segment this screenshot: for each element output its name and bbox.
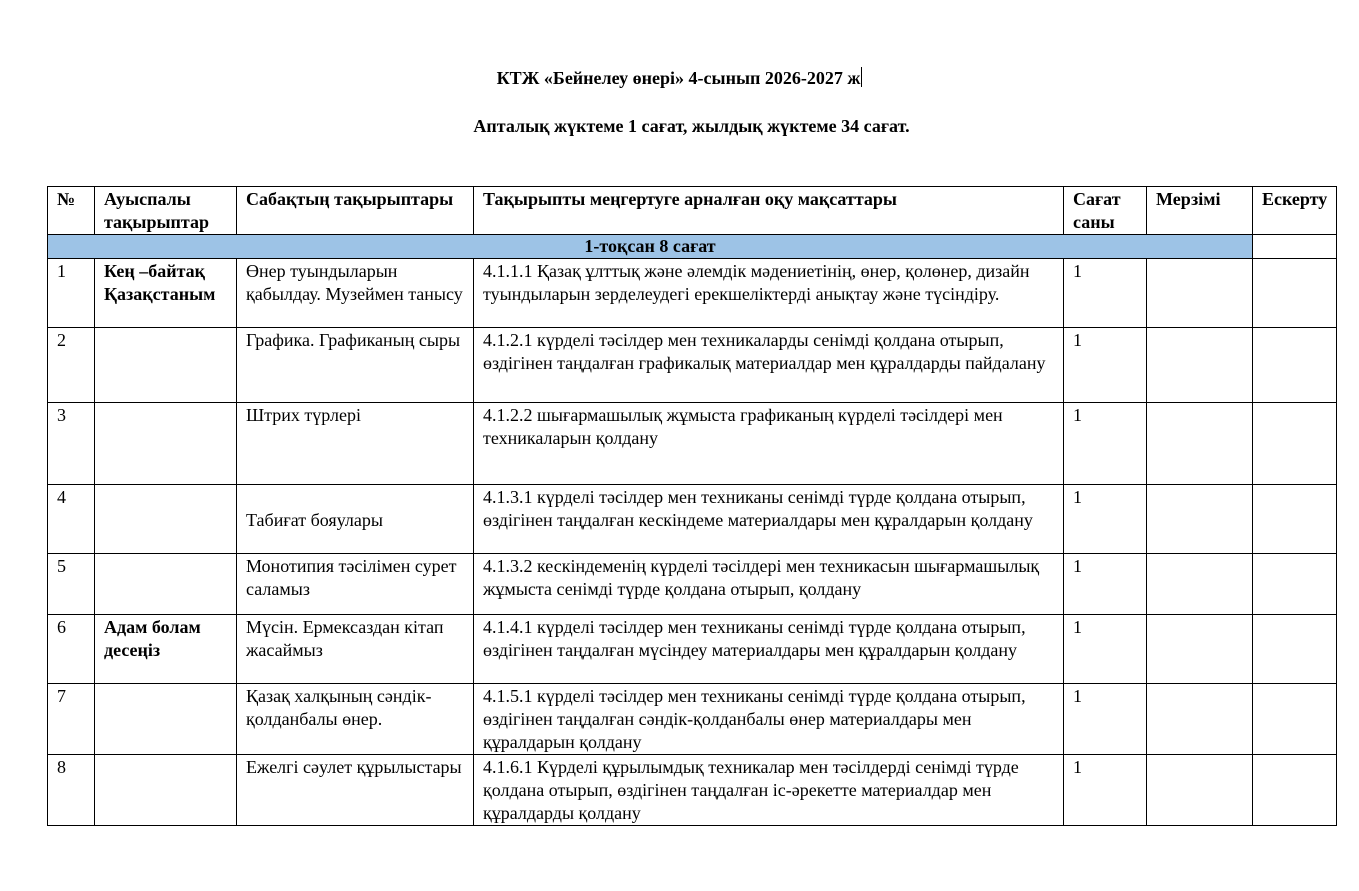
row-note[interactable] bbox=[1253, 259, 1337, 328]
document-title-text: КТЖ «Бейнелеу өнері» 4-сынып 2026-2027 ж bbox=[496, 68, 861, 88]
quarter-label: 1-тоқсан 8 сағат bbox=[48, 235, 1253, 259]
row-hours: 1 bbox=[1064, 615, 1147, 684]
row-date[interactable] bbox=[1147, 485, 1253, 554]
table-row bbox=[48, 615, 1337, 684]
header-date: Мерзімі bbox=[1147, 187, 1253, 235]
quarter-empty-cell bbox=[1253, 235, 1337, 259]
row-date[interactable] bbox=[1147, 615, 1253, 684]
header-lesson: Сабақтың тақырыптары bbox=[237, 187, 474, 235]
row-hours: 1 bbox=[1064, 328, 1147, 403]
plan-table bbox=[47, 186, 1337, 826]
document-subtitle: Апталық жүктеме 1 сағат, жылдық жүктеме 34 сағат. bbox=[473, 116, 910, 136]
row-note[interactable] bbox=[1253, 615, 1337, 684]
row-lesson: Мүсін. Ермексаздан кітап жасаймыз bbox=[237, 615, 474, 684]
row-note[interactable] bbox=[1253, 755, 1337, 826]
row-num: 6 bbox=[48, 615, 95, 684]
table-row bbox=[48, 485, 1337, 554]
quarter-row bbox=[48, 235, 1337, 259]
row-objective: 4.1.2.1 күрделі тәсілдер мен техникаларды сенімді қолдана отырып, өздігінен таңдалған графикалық материалдар мен құралдарды пайдалану bbox=[474, 328, 1064, 403]
row-lesson: Монотипия тәсілімен сурет саламыз bbox=[237, 554, 474, 615]
header-row bbox=[48, 187, 1337, 235]
row-topic bbox=[95, 485, 237, 554]
row-date[interactable] bbox=[1147, 259, 1253, 328]
row-hours: 1 bbox=[1064, 684, 1147, 755]
row-lesson: Табиғат бояулары bbox=[237, 485, 474, 554]
row-note[interactable] bbox=[1253, 403, 1337, 485]
header-num: № bbox=[48, 187, 95, 235]
header-topic: Ауыспалы тақырыптар bbox=[95, 187, 237, 235]
row-objective: 4.1.1.1 Қазақ ұлттық және әлемдік мәдениетінің, өнер, қолөнер, дизайн туындыларын зерделеудегі ерекшеліктерді анықтау және түсіндіру. bbox=[474, 259, 1064, 328]
row-date[interactable] bbox=[1147, 554, 1253, 615]
row-objective: 4.1.4.1 күрделі тәсілдер мен техниканы сенімді түрде қолдана отырып, өздігінен таңдалған мүсіндеу материалдары мен құралдарын қолдану bbox=[474, 615, 1064, 684]
row-topic: Кең –байтақ Қазақстаным bbox=[95, 259, 237, 328]
table-row bbox=[48, 403, 1337, 485]
row-lesson: Өнер туындыларын қабылдау. Музеймен танысу bbox=[237, 259, 474, 328]
row-date[interactable] bbox=[1147, 684, 1253, 755]
row-note[interactable] bbox=[1253, 485, 1337, 554]
row-num: 2 bbox=[48, 328, 95, 403]
document-title bbox=[0, 66, 1359, 90]
row-topic bbox=[95, 403, 237, 485]
table-row bbox=[48, 755, 1337, 826]
row-note[interactable] bbox=[1253, 554, 1337, 615]
row-num: 1 bbox=[48, 259, 95, 328]
row-lesson: Ежелгі сәулет құрылыстары bbox=[237, 755, 474, 826]
row-num: 7 bbox=[48, 684, 95, 755]
row-hours: 1 bbox=[1064, 485, 1147, 554]
row-objective: 4.1.2.2 шығармашылық жұмыста графиканың күрделі тәсілдері мен техникаларын қолдану bbox=[474, 403, 1064, 485]
row-date[interactable] bbox=[1147, 403, 1253, 485]
header-note: Ескерту bbox=[1253, 187, 1337, 235]
table-row bbox=[48, 328, 1337, 403]
row-hours: 1 bbox=[1064, 403, 1147, 485]
row-objective: 4.1.3.2 кескіндеменің күрделі тәсілдері мен техникасын шығармашылық жұмыста сенімді түрде қолдана отырып, қолдану bbox=[474, 554, 1064, 615]
row-date[interactable] bbox=[1147, 328, 1253, 403]
row-note[interactable] bbox=[1253, 328, 1337, 403]
row-num: 4 bbox=[48, 485, 95, 554]
row-lesson: Қазақ халқының сәндік-қолданбалы өнер. bbox=[237, 684, 474, 755]
row-topic: Адам болам десеңіз bbox=[95, 615, 237, 684]
row-date[interactable] bbox=[1147, 755, 1253, 826]
row-hours: 1 bbox=[1064, 755, 1147, 826]
table-row bbox=[48, 684, 1337, 755]
row-num: 8 bbox=[48, 755, 95, 826]
table-row bbox=[48, 554, 1337, 615]
row-topic bbox=[95, 328, 237, 403]
row-topic bbox=[95, 755, 237, 826]
header-hours: Сағат саны bbox=[1064, 187, 1147, 235]
row-objective: 4.1.6.1 Күрделі құрылымдық техникалар мен тәсілдерді сенімді түрде қолдана отырып, өздігінен таңдалған іс-әрекетте материалдар мен құралдарды қолдану bbox=[474, 755, 1064, 826]
row-num: 3 bbox=[48, 403, 95, 485]
row-num: 5 bbox=[48, 554, 95, 615]
row-lesson: Штрих түрлері bbox=[237, 403, 474, 485]
table-row bbox=[48, 259, 1337, 328]
row-hours: 1 bbox=[1064, 259, 1147, 328]
row-hours: 1 bbox=[1064, 554, 1147, 615]
row-note[interactable] bbox=[1253, 684, 1337, 755]
row-topic bbox=[95, 684, 237, 755]
row-objective: 4.1.5.1 күрделі тәсілдер мен техниканы сенімді түрде қолдана отырып, өздігінен таңдалған сәндік-қолданбалы өнер материалдары мен құралдарын қолдану bbox=[474, 684, 1064, 755]
row-objective: 4.1.3.1 күрделі тәсілдер мен техниканы сенімді түрде қолдана отырып, өздігінен таңдалған кескіндеме материалдары мен құралдарын қолдану bbox=[474, 485, 1064, 554]
text-cursor bbox=[861, 67, 862, 87]
row-lesson: Графика. Графиканың сыры bbox=[237, 328, 474, 403]
header-objectives: Тақырыпты меңгертуге арналған оқу мақсаттары bbox=[474, 187, 1064, 235]
row-topic bbox=[95, 554, 237, 615]
